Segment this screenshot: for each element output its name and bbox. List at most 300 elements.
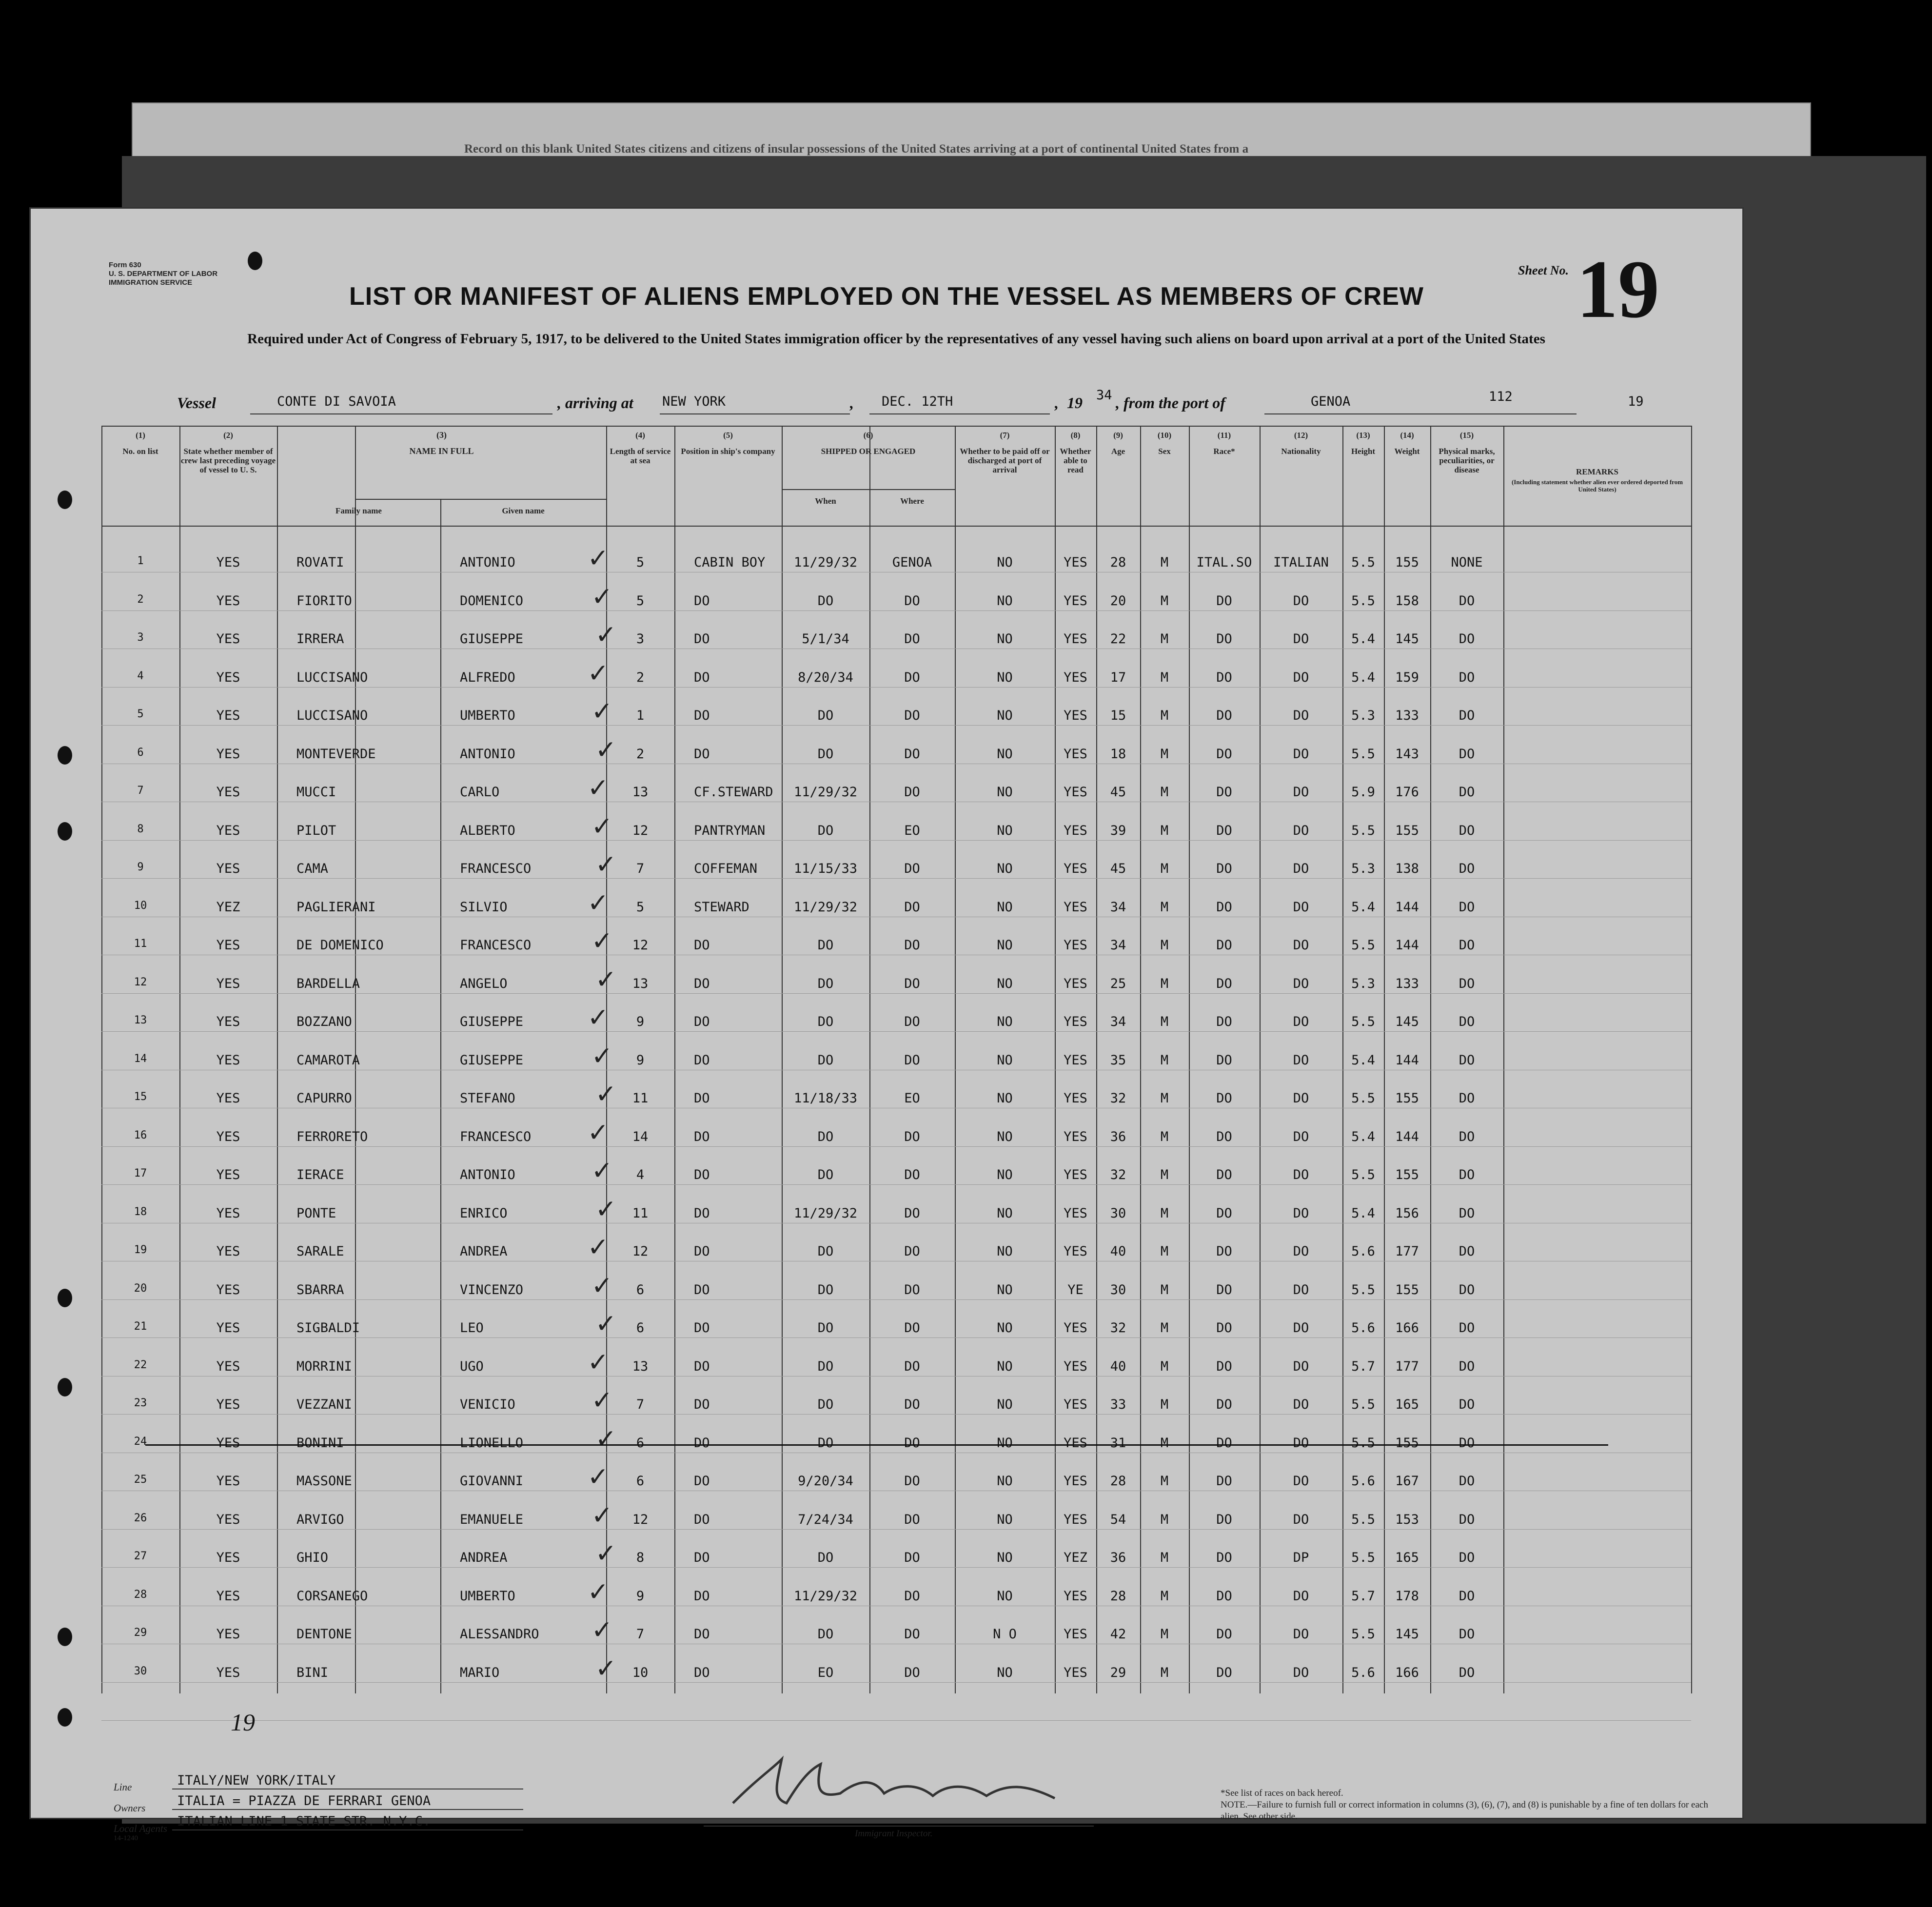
cell-prev: YES (216, 1474, 240, 1489)
cell-service: 5 (636, 593, 645, 609)
header-col15 (1430, 431, 1503, 474)
cell-service: 9 (636, 1588, 645, 1604)
cell-height: 5.5 (1351, 1282, 1375, 1298)
cell-given: GIOVANNI (460, 1474, 524, 1489)
cell-family: BARDELLA (296, 976, 360, 991)
cell-position: DO (694, 669, 710, 685)
cell-when: DO (817, 1129, 834, 1144)
cell-paid: NO (997, 1435, 1013, 1451)
cell-height: 5.4 (1351, 1205, 1375, 1221)
cell-weight: 155 (1395, 1435, 1419, 1451)
cell-sex: M (1160, 1052, 1169, 1068)
cell-sex: M (1160, 1320, 1169, 1336)
cell-marks: DO (1459, 1588, 1475, 1604)
cell-where: DO (904, 1244, 920, 1259)
year-prefix: 19 (1067, 394, 1083, 412)
cell-read: YES (1064, 593, 1087, 609)
year-trailing: 19 (1628, 394, 1644, 409)
header-number: (2) (223, 431, 233, 440)
header-col1 (101, 431, 179, 456)
cell-age: 17 (1110, 669, 1126, 685)
check-mark: ✓ (589, 1573, 607, 1608)
cell-nationality: DO (1293, 823, 1309, 838)
cell-marks: DO (1459, 746, 1475, 762)
cell-position: DO (694, 1358, 710, 1374)
cell-race: DO (1216, 1205, 1232, 1221)
cell-weight: 165 (1395, 1550, 1419, 1565)
check-mark: ✓ (593, 1038, 611, 1072)
cell-prev: YES (216, 593, 240, 609)
cell-paid: NO (997, 1665, 1013, 1680)
cell-when: DO (817, 1358, 834, 1374)
cell-age: 33 (1110, 1397, 1126, 1412)
cell-family: FIORITO (296, 593, 352, 609)
cell-service: 12 (632, 1244, 649, 1259)
sheet-number: 19 (1577, 243, 1659, 335)
cell-where: DO (904, 1512, 920, 1527)
cell-read: YES (1064, 631, 1087, 647)
cell-race: DO (1216, 1014, 1232, 1029)
check-mark: ✓ (597, 1420, 615, 1455)
cell-read: YES (1064, 1358, 1087, 1374)
page-subtitle: Required under Act of Congress of February 5, 1917, to be delivered to the United States immigration officer by the representatives of any vessel having such aliens on board upon arrival at a port of the United States (247, 331, 1545, 347)
header-col6b (869, 496, 955, 506)
header-label: When (815, 496, 836, 506)
cell-no: 17 (134, 1167, 147, 1180)
cell-height: 5.4 (1351, 669, 1375, 685)
cell-no: 9 (137, 861, 144, 873)
cell-sex: M (1160, 746, 1169, 762)
cell-given: DOMENICO (460, 593, 524, 609)
cell-no: 6 (137, 746, 144, 759)
cell-race: DO (1216, 708, 1232, 723)
cell-height: 5.5 (1351, 1167, 1375, 1182)
cell-no: 24 (134, 1435, 147, 1448)
cell-paid: NO (997, 976, 1013, 991)
cell-marks: DO (1459, 1282, 1475, 1298)
check-mark: ✓ (593, 1382, 611, 1416)
cell-sex: M (1160, 593, 1169, 609)
cell-weight: 177 (1395, 1358, 1419, 1374)
arriving-label: , arriving at (557, 394, 633, 412)
cell-given: ANDREA (460, 1244, 508, 1259)
cell-prev: YES (216, 1665, 240, 1680)
cell-race: DO (1216, 1167, 1232, 1182)
header-number: (6) (863, 431, 873, 440)
punch-hole (58, 1378, 72, 1396)
cell-sex: M (1160, 1282, 1169, 1298)
cell-prev: YES (216, 938, 240, 953)
cell-nationality: DO (1293, 1167, 1309, 1182)
cell-marks: DO (1459, 1244, 1475, 1259)
cell-service: 6 (636, 1435, 645, 1451)
header-label: Length of service at sea (610, 447, 671, 465)
cell-marks: DO (1459, 899, 1475, 915)
check-mark: ✓ (597, 1535, 615, 1570)
cell-where: DO (904, 1397, 920, 1412)
punch-hole (58, 1708, 72, 1727)
check-mark: ✓ (589, 1229, 607, 1263)
cell-when: 9/20/34 (798, 1474, 853, 1489)
inspector-signature (713, 1750, 1094, 1832)
cell-height: 5.4 (1351, 631, 1375, 647)
cell-family: PILOT (296, 823, 336, 838)
cell-given: LIONELLO (460, 1435, 524, 1451)
cell-height: 5.4 (1351, 1052, 1375, 1068)
cell-where: DO (904, 593, 920, 609)
header-border (101, 426, 1691, 427)
cell-position: DO (694, 1167, 710, 1182)
cell-family: MASSONE (296, 1474, 352, 1489)
vessel-info-row: Vessel CONTE DI SAVOIA , arriving at NEW YORK , DEC. 12TH , 19 34 , from the port of GENOA 112 19 (31, 392, 1742, 416)
cell-sex: M (1160, 1474, 1169, 1489)
cell-race: DO (1216, 823, 1232, 838)
cell-weight: 155 (1395, 1091, 1419, 1106)
cell-nationality: DO (1293, 746, 1309, 762)
cell-when: 11/18/33 (793, 1091, 858, 1106)
cell-when: 11/29/32 (793, 555, 858, 570)
vessel-label: Vessel (177, 394, 216, 412)
cell-weight: 165 (1395, 1397, 1419, 1412)
cell-no: 30 (134, 1665, 147, 1677)
cell-marks: DO (1459, 631, 1475, 647)
cell-where: DO (904, 1167, 920, 1182)
cell-nationality: DO (1293, 708, 1309, 723)
cell-read: YES (1064, 938, 1087, 953)
cell-paid: NO (997, 1358, 1013, 1374)
cell-family: PONTE (296, 1205, 336, 1221)
cell-weight: 133 (1395, 708, 1419, 723)
cell-sex: M (1160, 1627, 1169, 1642)
cell-given: STEFANO (460, 1091, 515, 1106)
row-rule (101, 1299, 1691, 1300)
cell-nationality: DO (1293, 1282, 1309, 1298)
cell-marks: DO (1459, 1014, 1475, 1029)
cell-where: DO (904, 1588, 920, 1604)
cell-where: EO (904, 823, 920, 838)
cell-prev: YES (216, 1282, 240, 1298)
cell-family: CORSANEGO (296, 1588, 368, 1604)
cell-where: DO (904, 708, 920, 723)
cell-when: EO (817, 1665, 834, 1680)
cell-height: 5.6 (1351, 1474, 1375, 1489)
cell-position: DO (694, 593, 710, 609)
cell-position: DO (694, 1474, 710, 1489)
penalty-note: NOTE.—Failure to furnish full or correct information in columns (3), (6), (7), and (8) is punishable by a fine of ten dollars for each alien. See other side. (1221, 1800, 1708, 1822)
cell-weight: 153 (1395, 1512, 1419, 1527)
cell-paid: NO (997, 1167, 1013, 1182)
header-label: Age (1111, 447, 1125, 456)
cell-prev: YES (216, 746, 240, 762)
header-label: (Including statement whether alien ever ordered deported from United States) (1511, 478, 1683, 493)
check-mark: ✓ (593, 578, 611, 613)
cell-read: YES (1064, 1320, 1087, 1336)
cell-prev: YES (216, 1205, 240, 1221)
cell-race: DO (1216, 746, 1232, 762)
cell-marks: DO (1459, 976, 1475, 991)
row-rule (101, 1414, 1691, 1415)
cell-read: YES (1064, 1014, 1087, 1029)
cell-family: IERACE (296, 1167, 344, 1182)
cell-sex: M (1160, 1588, 1169, 1604)
cell-no: 27 (134, 1550, 147, 1562)
header-col10 (1140, 431, 1189, 456)
cell-service: 14 (632, 1129, 649, 1144)
cell-paid: NO (997, 861, 1013, 876)
cell-paid: NO (997, 1282, 1013, 1298)
cell-family: CAMA (296, 861, 329, 876)
header-label: SHIPPED OR ENGAGED (821, 447, 916, 456)
cell-given: LEO (460, 1320, 484, 1336)
cell-age: 22 (1110, 631, 1126, 647)
cell-paid: NO (997, 1129, 1013, 1144)
header-col2 (179, 431, 277, 474)
cell-no: 11 (134, 938, 147, 950)
cell-service: 1 (636, 708, 645, 723)
check-mark: ✓ (593, 808, 611, 843)
cell-position: CF.STEWARD (694, 785, 773, 800)
cell-when: DO (817, 1627, 834, 1642)
cell-prev: YES (216, 669, 240, 685)
cell-sex: M (1160, 1550, 1169, 1565)
header-number: (4) (635, 431, 645, 440)
cell-height: 5.5 (1351, 823, 1375, 838)
cell-given: UGO (460, 1358, 484, 1374)
cell-service: 11 (632, 1091, 649, 1106)
cell-marks: DO (1459, 1052, 1475, 1068)
cell-when: DO (817, 1052, 834, 1068)
cell-marks: DO (1459, 1320, 1475, 1336)
cell-given: ANTONIO (460, 1167, 515, 1182)
cell-nationality: DO (1293, 669, 1309, 685)
cell-paid: NO (997, 593, 1013, 609)
cell-nationality: DO (1293, 1397, 1309, 1412)
header-label: No. on list (122, 447, 158, 456)
cell-race: DO (1216, 593, 1232, 609)
cell-family: PAGLIERANI (296, 899, 376, 915)
cell-given: ANTONIO (460, 746, 515, 762)
cell-marks: DO (1459, 1550, 1475, 1565)
cell-nationality: DO (1293, 976, 1309, 991)
owners-value: ITALIA = PIAZZA DE FERRARI GENOA (177, 1793, 431, 1809)
cell-prev: YES (216, 631, 240, 647)
cell-where: DO (904, 1358, 920, 1374)
cell-given: UMBERTO (460, 708, 515, 723)
punch-hole (248, 252, 262, 270)
cell-race: DO (1216, 669, 1232, 685)
cell-no: 14 (134, 1052, 147, 1065)
cell-height: 5.4 (1351, 1129, 1375, 1144)
cell-height: 5.5 (1351, 555, 1375, 570)
cell-where: DO (904, 1665, 920, 1680)
header-number: (5) (723, 431, 733, 440)
cell-height: 5.5 (1351, 593, 1375, 609)
cell-no: 7 (137, 785, 144, 797)
row-rule (101, 1682, 1691, 1683)
row-rule (101, 878, 1691, 879)
header-col7 (955, 431, 1055, 474)
cell-weight: 167 (1395, 1474, 1419, 1489)
check-mark: ✓ (593, 1267, 611, 1302)
row-rule (101, 1337, 1691, 1338)
cell-marks: DO (1459, 1474, 1475, 1489)
cell-weight: 138 (1395, 861, 1419, 876)
cell-read: YE (1067, 1282, 1084, 1298)
cell-service: 12 (632, 823, 649, 838)
cell-family: GHIO (296, 1550, 329, 1565)
name-subheader-line (355, 499, 606, 500)
cell-family: MORRINI (296, 1358, 352, 1374)
cell-when: DO (817, 1282, 834, 1298)
cell-height: 5.5 (1351, 746, 1375, 762)
row-rule (101, 1567, 1691, 1568)
cell-race: DO (1216, 1091, 1232, 1106)
cell-weight: 158 (1395, 593, 1419, 609)
cell-no: 12 (134, 976, 147, 988)
vessel-name: CONTE DI SAVOIA (277, 394, 396, 409)
cell-service: 6 (636, 1474, 645, 1489)
cell-prev: YES (216, 1129, 240, 1144)
cell-nationality: DO (1293, 1665, 1309, 1680)
cell-race: DO (1216, 976, 1232, 991)
cell-no: 5 (137, 708, 144, 720)
cell-height: 5.6 (1351, 1665, 1375, 1680)
check-mark: ✓ (593, 923, 611, 957)
cell-service: 10 (632, 1665, 649, 1680)
cell-read: YES (1064, 746, 1087, 762)
cell-given: GIUSEPPE (460, 631, 524, 647)
cell-race: DO (1216, 938, 1232, 953)
header-label: Height (1351, 447, 1376, 456)
cell-prev: YES (216, 823, 240, 838)
cell-no: 21 (134, 1320, 147, 1333)
cell-marks: DO (1459, 1512, 1475, 1527)
cell-prev: YES (216, 1550, 240, 1565)
cell-prev: YEZ (216, 899, 240, 915)
cell-position: DO (694, 938, 710, 953)
cell-sex: M (1160, 555, 1169, 570)
cell-weight: 145 (1395, 1014, 1419, 1029)
cell-height: 5.3 (1351, 976, 1375, 991)
cell-read: YES (1064, 1244, 1087, 1259)
cell-age: 28 (1110, 555, 1126, 570)
cell-position: CABIN BOY (694, 555, 766, 570)
cell-given: ALBERTO (460, 823, 515, 838)
name-subdivider (440, 499, 441, 1693)
cell-weight: 145 (1395, 1627, 1419, 1642)
cell-height: 5.9 (1351, 785, 1375, 800)
cell-when: DO (817, 746, 834, 762)
cell-nationality: DO (1293, 1512, 1309, 1527)
cell-sex: M (1160, 1167, 1169, 1182)
cell-paid: NO (997, 555, 1013, 570)
cell-paid: NO (997, 1588, 1013, 1604)
cell-given: ENRICO (460, 1205, 508, 1221)
cell-service: 6 (636, 1320, 645, 1336)
row-rule (101, 840, 1691, 841)
cell-read: YES (1064, 1052, 1087, 1068)
cell-nationality: DO (1293, 785, 1309, 800)
header-number: (13) (1356, 431, 1370, 440)
cell-family: LUCCISANO (296, 669, 368, 685)
cell-when: DO (817, 1244, 834, 1259)
page-reference: 112 (1489, 389, 1513, 404)
row-rule (101, 993, 1691, 994)
cell-no: 23 (134, 1397, 147, 1409)
header-col6a (782, 496, 869, 506)
cell-weight: 178 (1395, 1588, 1419, 1604)
cell-age: 28 (1110, 1588, 1126, 1604)
cell-height: 5.5 (1351, 1550, 1375, 1565)
cell-marks: DO (1459, 1397, 1475, 1412)
form-service: IMMIGRATION SERVICE (109, 278, 193, 287)
cell-where: DO (904, 1205, 920, 1221)
check-mark: ✓ (597, 961, 615, 996)
cell-sex: M (1160, 1129, 1169, 1144)
cell-where: DO (904, 1320, 920, 1336)
cell-where: DO (904, 861, 920, 876)
cell-paid: NO (997, 1397, 1013, 1412)
cell-where: DO (904, 746, 920, 762)
cell-sex: M (1160, 1205, 1169, 1221)
cell-marks: DO (1459, 861, 1475, 876)
check-mark: ✓ (597, 617, 615, 651)
cell-service: 11 (632, 1205, 649, 1221)
cell-paid: NO (997, 1014, 1013, 1029)
cell-sex: M (1160, 785, 1169, 800)
cell-family: SIGBALDI (296, 1320, 360, 1336)
cell-when: DO (817, 976, 834, 991)
cell-no: 4 (137, 669, 144, 682)
cell-service: 13 (632, 976, 649, 991)
cell-race: ITAL.SO (1196, 555, 1252, 570)
cell-weight: 166 (1395, 1665, 1419, 1680)
cell-paid: NO (997, 1320, 1013, 1336)
cell-where: GENOA (892, 555, 932, 570)
cell-family: CAMAROTA (296, 1052, 360, 1068)
cell-paid: NO (997, 823, 1013, 838)
header-label: Race* (1213, 447, 1235, 456)
cell-where: DO (904, 1550, 920, 1565)
cell-no: 19 (134, 1244, 147, 1256)
header-number: (8) (1070, 431, 1081, 440)
cell-age: 20 (1110, 593, 1126, 609)
cell-read: YES (1064, 708, 1087, 723)
cell-age: 45 (1110, 785, 1126, 800)
cell-height: 5.7 (1351, 1588, 1375, 1604)
cell-given: VINCENZO (460, 1282, 524, 1298)
header-col6 (782, 431, 955, 456)
cell-where: EO (904, 1091, 920, 1106)
underlying-sheet-note: Record on this blank United States citizens and citizens of insular possessions of the United States arriving at a port of continental United States from a (464, 142, 1249, 156)
cell-marks: DO (1459, 1627, 1475, 1642)
cell-paid: NO (997, 938, 1013, 953)
cell-age: 40 (1110, 1244, 1126, 1259)
cell-given: GIUSEPPE (460, 1052, 524, 1068)
cell-weight: 133 (1395, 976, 1419, 991)
cell-weight: 176 (1395, 785, 1419, 800)
cell-no: 16 (134, 1129, 147, 1141)
cell-position: DO (694, 1014, 710, 1029)
cell-paid: NO (997, 669, 1013, 685)
cell-given: ANGELO (460, 976, 508, 991)
header-label: NAME IN FULL (409, 446, 474, 456)
cell-read: YES (1064, 1665, 1087, 1680)
manifest-table (101, 426, 1691, 1693)
cell-position: STEWARD (694, 899, 749, 915)
cell-given: FRANCESCO (460, 1129, 532, 1144)
shipped-subheader-line (782, 489, 955, 490)
